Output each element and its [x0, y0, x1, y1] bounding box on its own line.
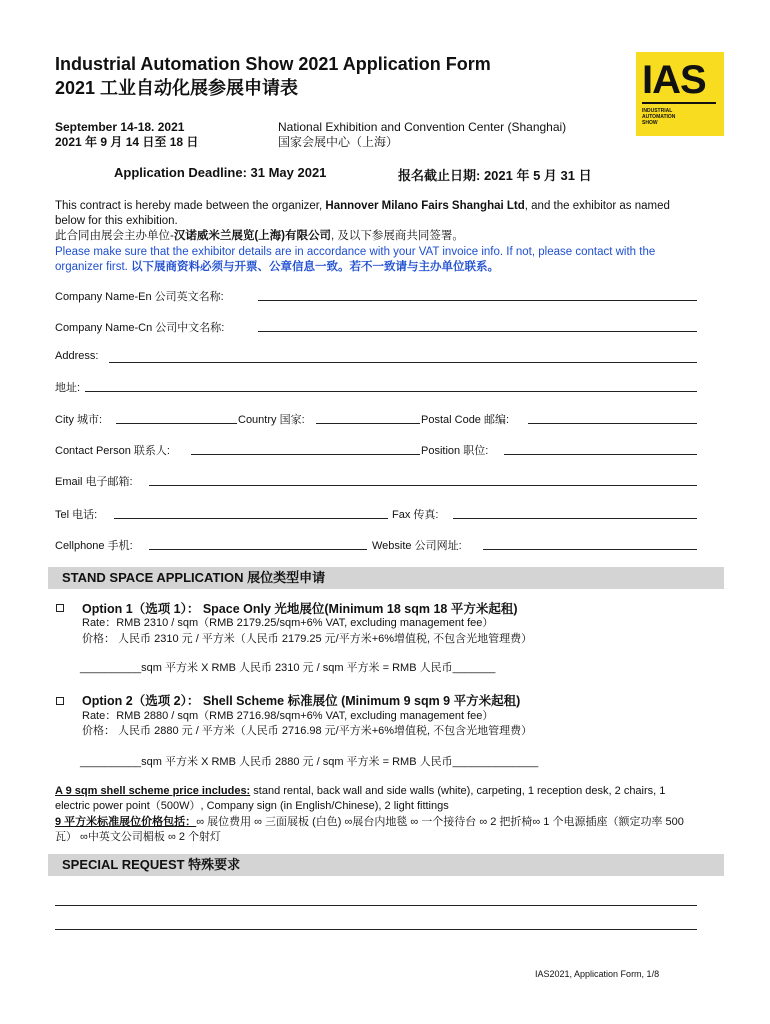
form-title-en: Industrial Automation Show 2021 Application Form	[55, 54, 491, 74]
field-city-country-postal	[55, 411, 697, 427]
fax-label: Fax 传真:	[392, 506, 441, 522]
country-label: Country 国家:	[238, 411, 308, 427]
address-input-line[interactable]	[109, 362, 697, 363]
event-venue-cn: 国家会展中心（上海）	[278, 135, 399, 149]
email-input-line[interactable]	[149, 485, 697, 486]
shell-includes-cn: 9 平方米标准展位价格包括：∞ 展位费用 ∞ 三面展板 (白色) ∞展台内地毯 ∞ 一个接待台 ∞ 2 把折椅∞ 1 个电源插座（额定功率 500 瓦） ∞中英文公司楣板 ∞ 2 个射灯	[55, 816, 684, 843]
form-title-cn: 2021 工业自动化展参展申请表	[55, 78, 299, 98]
option2-calculation[interactable]: __________sqm 平方米 X RMB 人民币 2880 元 / sqm 平方米 = RMB 人民币______________	[80, 756, 539, 768]
position-input-line[interactable]	[504, 454, 697, 455]
field-email	[55, 473, 697, 489]
company-cn-input-line[interactable]	[258, 331, 697, 332]
option1-price: 价格： 人民币 2310 元 / 平方米（人民币 2179.25 元/平方米+6%增值税, 不包含光地管理费）	[82, 633, 533, 645]
field-label: Company Name-Cn 公司中文名称:	[55, 319, 227, 335]
form-title	[55, 52, 491, 100]
logo-divider	[642, 102, 716, 104]
contact-input-line[interactable]	[191, 454, 420, 455]
event-date-en: September 14-18. 2021	[55, 120, 185, 134]
cellphone-input-line[interactable]	[149, 549, 367, 550]
city-label: City 城市:	[55, 411, 105, 427]
city-input-line[interactable]	[116, 423, 237, 424]
intro-paragraph-cn: 此合同由展会主办单位-汉诺威米兰展览(上海)有限公司, 及以下参展商共同签署。	[55, 230, 464, 242]
field-address	[55, 350, 697, 366]
option2-checkbox[interactable]	[56, 697, 64, 705]
special-request-line-1[interactable]	[55, 905, 697, 906]
tel-label: Tel 电话:	[55, 506, 100, 522]
field-address-cn	[55, 379, 697, 395]
country-input-line[interactable]	[316, 423, 420, 424]
field-company-en	[55, 288, 697, 304]
company-en-input-line[interactable]	[258, 300, 697, 301]
organizer-name-en: Hannover Milano Fairs Shanghai Ltd	[325, 200, 525, 212]
page-footer: IAS2021, Application Form, 1/8	[535, 969, 660, 979]
option1-checkbox[interactable]	[56, 604, 64, 612]
option1-title: Option 1（选项 1）： Space Only 光地展位(Minimum 18 sqm 18 平方米起租)	[82, 602, 518, 616]
organizer-name-cn: 汉诺威米兰展览(上海)有限公司	[173, 230, 332, 242]
field-label: Email 电子邮箱:	[55, 473, 136, 489]
cellphone-label: Cellphone 手机:	[55, 537, 136, 553]
option1-calculation[interactable]: __________sqm 平方米 X RMB 人民币 2310 元 / sqm 平方米 = RMB 人民币_______	[80, 662, 496, 674]
option2-price: 价格： 人民币 2880 元 / 平方米（人民币 2716.98 元/平方米+6%增值税, 不包含光地管理费）	[82, 725, 533, 737]
option2-rate: Rate：RMB 2880 / sqm（RMB 2716.98/sqm+6% VAT, excluding management fee）	[82, 710, 494, 722]
event-dates	[55, 120, 198, 150]
postal-input-line[interactable]	[528, 423, 697, 424]
tel-input-line[interactable]	[114, 518, 388, 519]
position-label: Position 职位:	[421, 442, 491, 458]
field-cellphone-website	[55, 537, 697, 553]
intro-paragraph-en: This contract is hereby made between the organizer, Hannover Milano Fairs Shanghai Ltd, and the exhibitor as named below for this exhibition.	[55, 200, 670, 227]
vat-notice: Please make sure that the exhibitor details are in accordance with your VAT invoice info. If not, please contact with the organizer first. 以下展商资料必须与开票、公章信息一致。若不一致请与主办单位联系。	[55, 246, 656, 273]
website-input-line[interactable]	[483, 549, 697, 550]
address-cn-input-line[interactable]	[85, 391, 697, 392]
shell-includes-en: A 9 sqm shell scheme price includes: stand rental, back wall and side walls (white), carpeting, 1 reception desk, 2 chairs, 1 electric power point（500W）, Company sign (in English/Chinese), 2 light fittings	[55, 785, 666, 812]
logo-mark: IAS	[642, 58, 706, 102]
contact-label: Contact Person 联系人:	[55, 442, 173, 458]
deadline-en: Application Deadline: 31 May 2021	[114, 165, 327, 180]
event-venue	[278, 120, 566, 150]
event-venue-en: National Exhibition and Convention Center (Shanghai)	[278, 120, 567, 134]
field-contact-position	[55, 442, 697, 458]
deadline-cn: 报名截止日期: 2021 年 5 月 31 日	[398, 168, 592, 183]
stand-space-header: STAND SPACE APPLICATION 展位类型申请	[48, 567, 724, 589]
fax-input-line[interactable]	[453, 518, 697, 519]
ias-logo	[636, 52, 724, 136]
field-label: Address:	[55, 350, 101, 362]
event-date-cn: 2021 年 9 月 14 日至 18 日	[55, 135, 199, 149]
field-tel-fax	[55, 506, 697, 522]
special-request-line-2[interactable]	[55, 929, 697, 930]
field-label: Company Name-En 公司英文名称:	[55, 288, 227, 304]
postal-label: Postal Code 邮编:	[421, 411, 512, 427]
option1-rate: Rate：RMB 2310 / sqm（RMB 2179.25/sqm+6% VAT, excluding management fee）	[82, 617, 494, 629]
field-label: 地址:	[55, 379, 83, 395]
special-request-header: SPECIAL REQUEST 特殊要求	[48, 854, 724, 876]
website-label: Website 公司网址:	[372, 537, 465, 553]
field-company-cn	[55, 319, 697, 335]
logo-subtitle: INDUSTRIAL AUTOMATION SHOW	[642, 108, 676, 126]
option2-title: Option 2（选项 2）： Shell Scheme 标准展位 (Minimum 9 sqm 9 平方米起租)	[82, 694, 521, 708]
